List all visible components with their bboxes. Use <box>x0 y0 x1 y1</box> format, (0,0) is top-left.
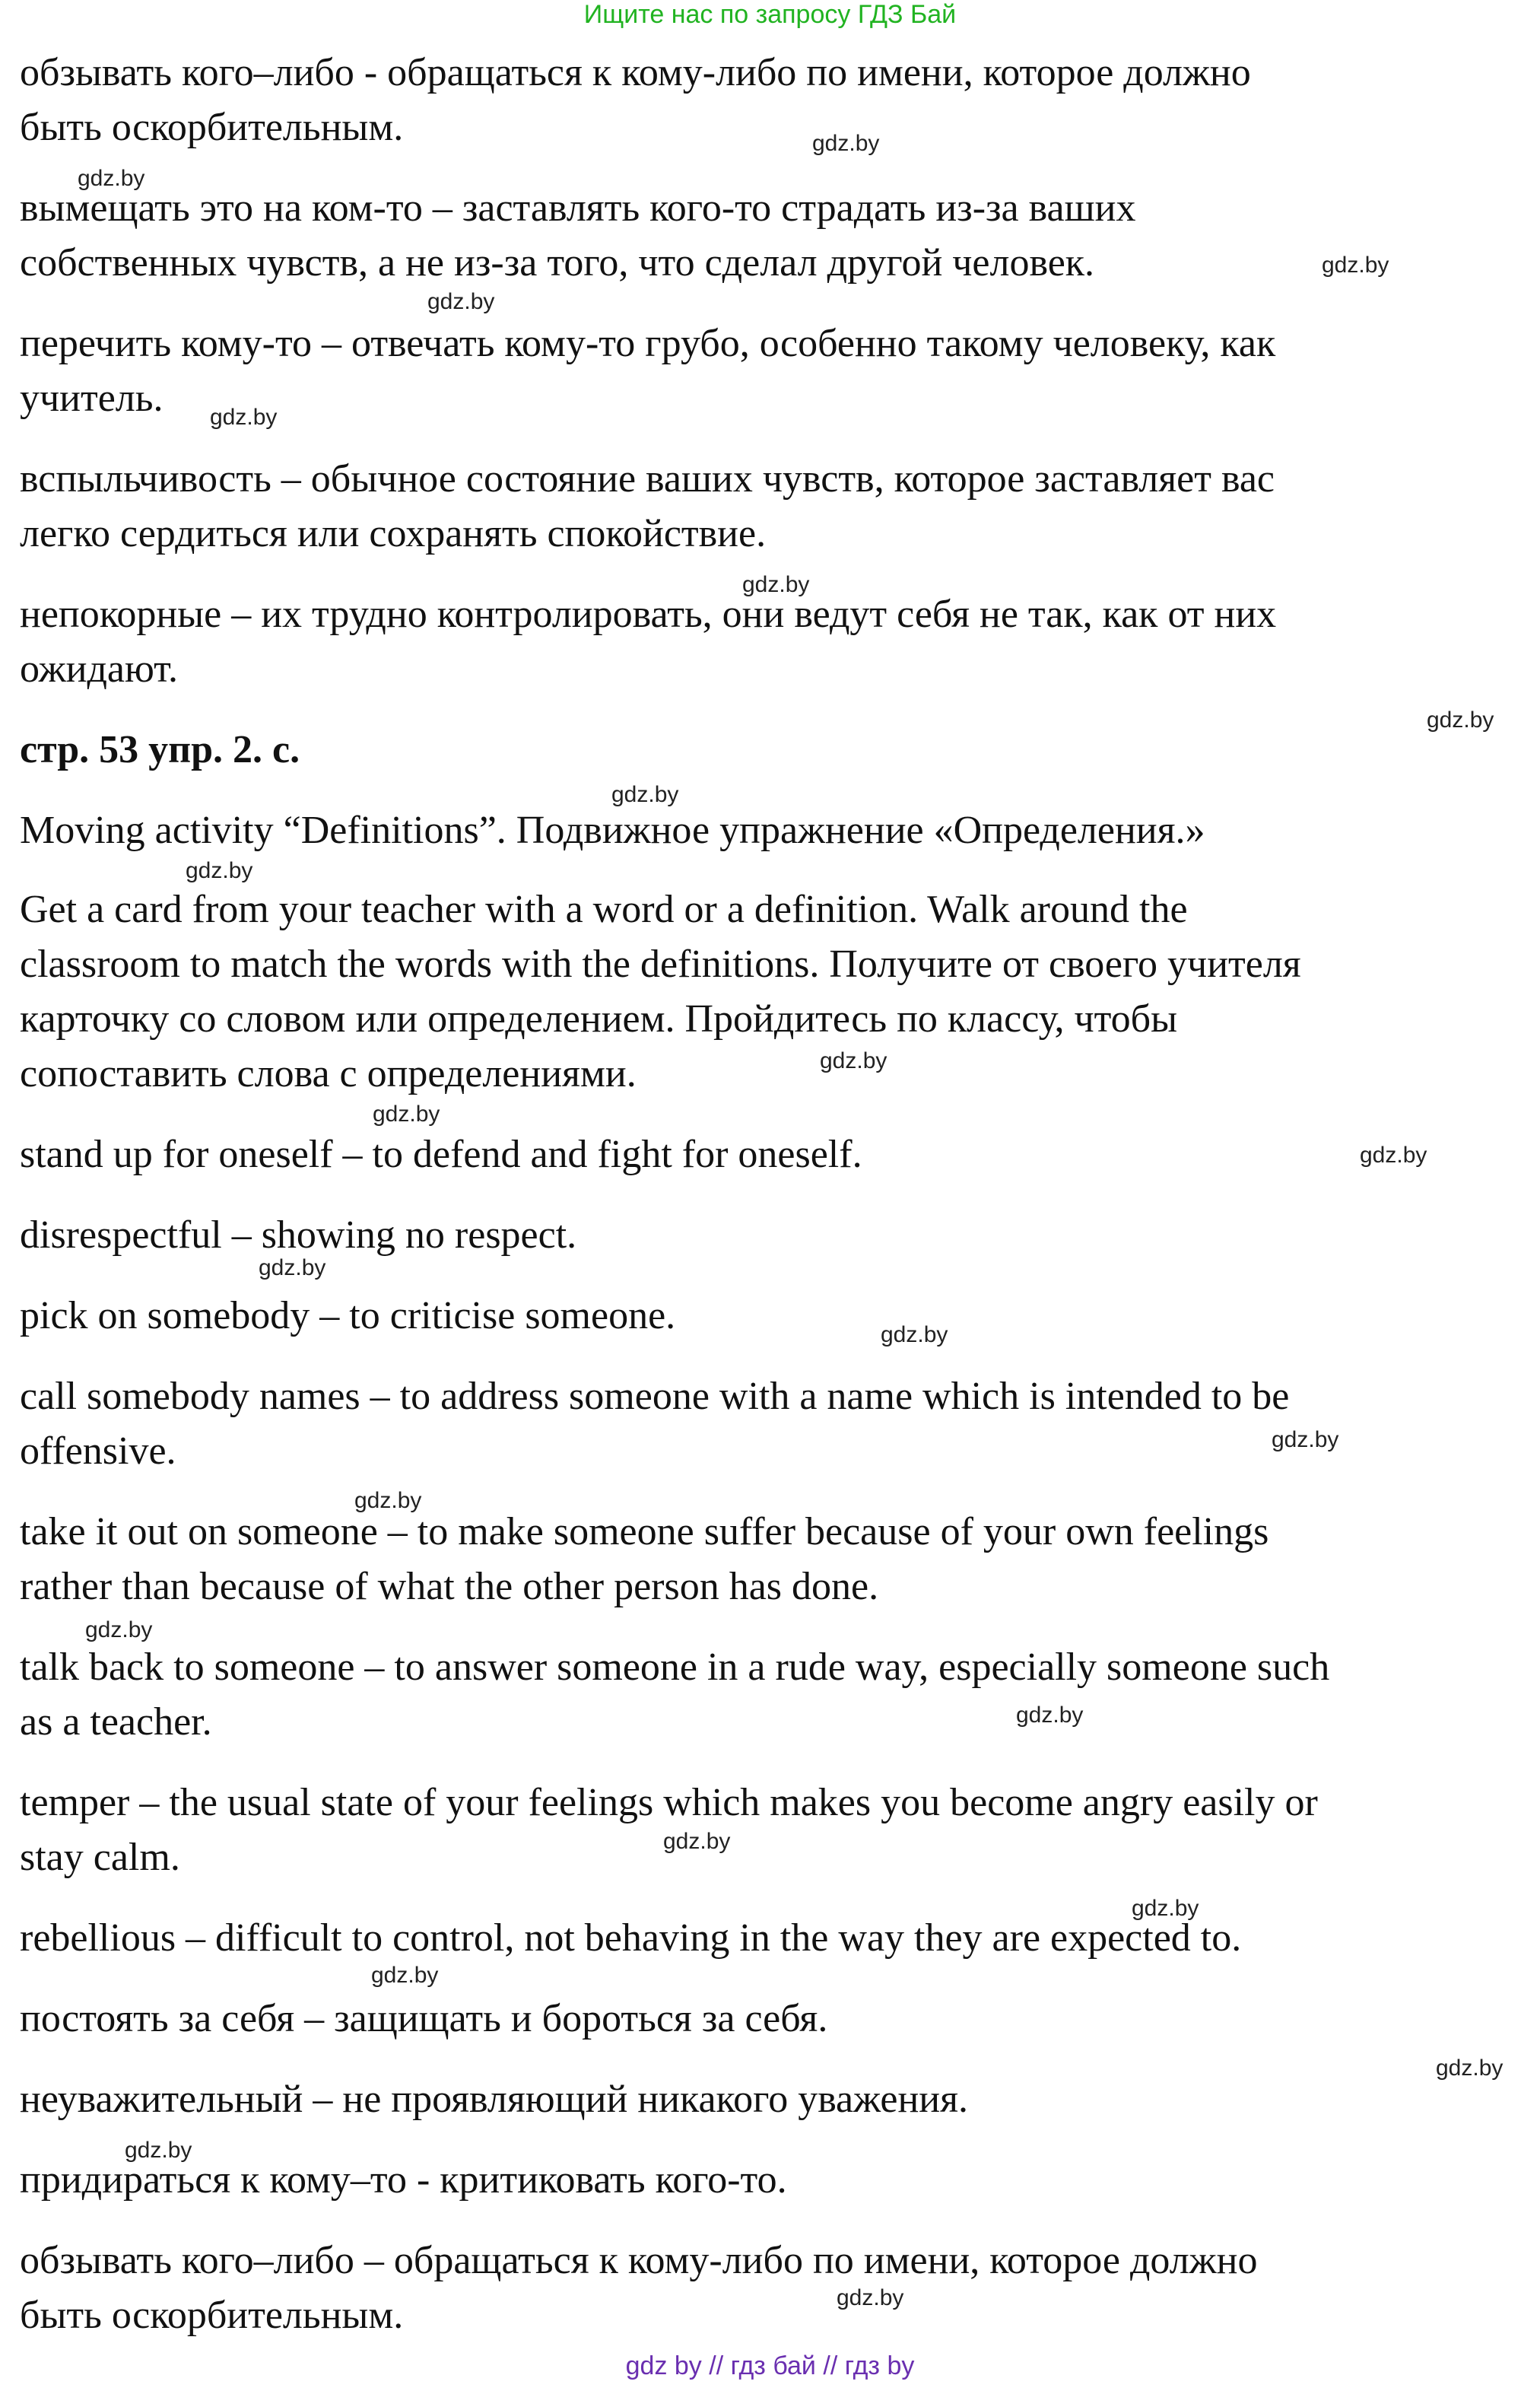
text-line: rebellious – difficult to control, not behaving in the way they are expected to. <box>20 1916 1242 1960</box>
watermark: gdz.by <box>611 782 679 807</box>
text-line: перечить кому-то – отвечать кому-то грубо, особенно такому человеку, как <box>20 322 1276 365</box>
watermark: gdz.by <box>373 1102 440 1127</box>
text-line: call somebody names – to address someone with a name which is intended to be <box>20 1375 1290 1418</box>
watermark: gdz.by <box>85 1617 153 1642</box>
text-line: сопоставить слова с определениями. <box>20 1052 637 1095</box>
text-line: учитель. <box>20 377 164 420</box>
watermark: gdz.by <box>427 289 495 314</box>
watermark: gdz.by <box>812 131 880 156</box>
text-line: постоять за себя – защищать и бороться за себя. <box>20 1997 828 2040</box>
text-line: быть оскорбительным. <box>20 2294 404 2337</box>
watermark: gdz.by <box>78 166 145 191</box>
text-line: Moving activity “Definitions”. Подвижное упражнение «Определения.» <box>20 809 1205 852</box>
text-line: карточку со словом или определением. Пройдитесь по классу, чтобы <box>20 997 1178 1041</box>
watermark: gdz.by <box>125 2138 192 2163</box>
text-line: Get a card from your teacher with a word or a definition. Walk around the <box>20 888 1188 931</box>
watermark: gdz.by <box>1427 707 1494 733</box>
text-line: stand up for oneself – to defend and fight for oneself. <box>20 1133 862 1176</box>
text-line: rather than because of what the other person has done. <box>20 1565 879 1608</box>
text-line: обзывать кого–либо - обращаться к кому-либо по имени, которое должно <box>20 51 1251 94</box>
text-line: classroom to match the words with the definitions. Получите от своего учителя <box>20 943 1301 986</box>
text-line: take it out on someone – to make someone suffer because of your own feelings <box>20 1510 1269 1553</box>
text-line: легко сердиться или сохранять спокойствие. <box>20 512 767 555</box>
watermark: gdz.by <box>1272 1427 1339 1452</box>
text-line: непокорные – их трудно контролировать, они ведут себя не так, как от них <box>20 593 1277 636</box>
watermark: gdz.by <box>186 858 253 883</box>
watermark: gdz.by <box>1360 1143 1427 1168</box>
section-heading: стр. 53 упр. 2. с. <box>20 728 300 771</box>
footer-links[interactable]: gdz by // гдз бай // гдз by <box>625 2351 915 2380</box>
watermark: gdz.by <box>881 1322 948 1347</box>
watermark: gdz.by <box>663 1829 731 1854</box>
watermark: gdz.by <box>1322 253 1389 278</box>
watermark: gdz.by <box>354 1488 422 1513</box>
text-line: собственных чувств, а не из-за того, что сделал другой человек. <box>20 241 1095 285</box>
watermark: gdz.by <box>1436 2056 1503 2081</box>
text-line: обзывать кого–либо – обращаться к кому-либо по имени, которое должно <box>20 2239 1258 2282</box>
text-line: stay calm. <box>20 1836 180 1879</box>
text-line: вымещать это на ком-то – заставлять кого-то страдать из-за ваших <box>20 186 1136 230</box>
watermark: gdz.by <box>837 2285 904 2310</box>
text-line: disrespectful – showing no respect. <box>20 1213 577 1257</box>
text-line: неуважительный – не проявляющий никакого уважения. <box>20 2078 969 2121</box>
watermark: gdz.by <box>1132 1896 1199 1921</box>
text-line: придираться к кому–то - критиковать кого-то. <box>20 2158 787 2202</box>
watermark: gdz.by <box>210 405 278 430</box>
watermark: gdz.by <box>742 572 810 597</box>
watermark: gdz.by <box>259 1255 326 1280</box>
text-line: вспыльчивость – обычное состояние ваших чувств, которое заставляет вас <box>20 457 1275 501</box>
text-line: быть оскорбительным. <box>20 106 404 149</box>
text-line: offensive. <box>20 1429 176 1473</box>
text-line: talk back to someone – to answer someone in a rude way, especially someone such <box>20 1645 1330 1689</box>
header-search-hint[interactable]: Ищите нас по запросу ГДЗ Бай <box>583 0 957 29</box>
watermark: gdz.by <box>371 1963 439 1988</box>
text-line: pick on somebody – to criticise someone. <box>20 1294 676 1337</box>
text-line: temper – the usual state of your feelings which makes you become angry easily or <box>20 1781 1318 1824</box>
text-line: as a teacher. <box>20 1700 212 1744</box>
watermark: gdz.by <box>1016 1703 1084 1728</box>
text-line: ожидают. <box>20 647 178 691</box>
watermark: gdz.by <box>820 1048 887 1073</box>
